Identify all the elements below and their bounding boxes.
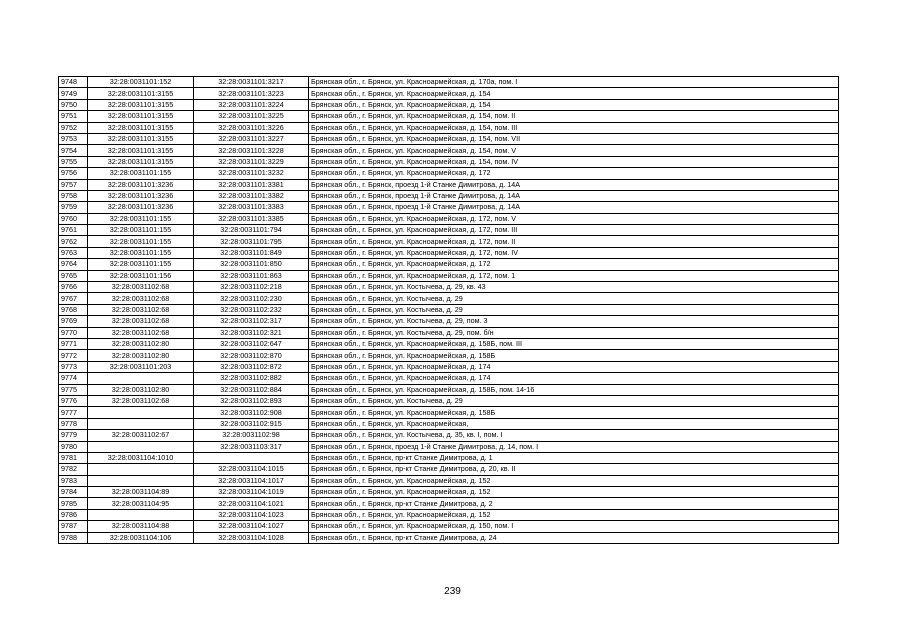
address-cell: Брянская обл., г. Брянск, ул. Красноармейская, д. 152 (309, 509, 839, 520)
row-number-cell: 9769 (59, 316, 88, 327)
parent-cadastral-cell: 32:28:0031101:3155 (88, 88, 194, 99)
cadastral-number-cell: 32:28:0031104:1017 (194, 475, 309, 486)
row-number-cell: 9778 (59, 418, 88, 429)
cadastral-number-cell: 32:28:0031102:98 (194, 430, 309, 441)
table-row (59, 225, 839, 236)
table-row (59, 77, 839, 88)
parent-cadastral-cell: 32:28:0031102:80 (88, 384, 194, 395)
parent-cadastral-cell: 32:28:0031101:3155 (88, 156, 194, 167)
row-number-cell: 9750 (59, 99, 88, 110)
parent-cadastral-cell: 32:28:0031101:3155 (88, 122, 194, 133)
cadastral-number-cell: 32:28:0031101:3225 (194, 111, 309, 122)
cadastral-number-cell: 32:28:0031101:3226 (194, 122, 309, 133)
address-cell: Брянская обл., г. Брянск, пр-кт Станке Димитрова, д. 20, кв. II (309, 464, 839, 475)
parent-cadastral-cell: 32:28:0031102:80 (88, 350, 194, 361)
table-row (59, 464, 839, 475)
parent-cadastral-cell: 32:28:0031102:67 (88, 430, 194, 441)
table-row (59, 202, 839, 213)
row-number-cell: 9749 (59, 88, 88, 99)
row-number-cell: 9756 (59, 168, 88, 179)
address-cell: Брянская обл., г. Брянск, ул. Красноармейская, д. 154, пом. III (309, 122, 839, 133)
row-number-cell: 9779 (59, 430, 88, 441)
parent-cadastral-cell: 32:28:0031104:1010 (88, 452, 194, 463)
table-row (59, 384, 839, 395)
address-cell: Брянская обл., г. Брянск, ул. Красноармейская, д. 154, пом. IV (309, 156, 839, 167)
parent-cadastral-cell: 32:28:0031101:155 (88, 247, 194, 258)
table-row (59, 179, 839, 190)
parent-cadastral-cell (88, 509, 194, 520)
row-number-cell: 9770 (59, 327, 88, 338)
parent-cadastral-cell: 32:28:0031102:68 (88, 327, 194, 338)
parent-cadastral-cell (88, 373, 194, 384)
address-cell: Брянская обл., г. Брянск, ул. Красноармейская, д. 154 (309, 88, 839, 99)
table-row (59, 475, 839, 486)
row-number-cell: 9777 (59, 407, 88, 418)
address-cell: Брянская обл., г. Брянск, ул. Красноармейская, д. 154, пом. VII (309, 133, 839, 144)
address-cell: Брянская обл., г. Брянск, ул. Красноармейская, д. 172, пом. V (309, 213, 839, 224)
address-cell: Брянская обл., г. Брянск, ул. Красноармейская, д. 154 (309, 99, 839, 110)
cadastral-number-cell (194, 452, 309, 463)
parent-cadastral-cell: 32:28:0031104:89 (88, 487, 194, 498)
cadastral-number-cell: 32:28:0031102:893 (194, 395, 309, 406)
address-cell: Брянская обл., г. Брянск, ул. Красноармейская, д. 150, пом. I (309, 521, 839, 532)
cadastral-number-cell: 32:28:0031102:870 (194, 350, 309, 361)
address-cell: Брянская обл., г. Брянск, проезд 1-й Станке Димитрова, д. 14А (309, 179, 839, 190)
cadastral-number-cell: 32:28:0031102:317 (194, 316, 309, 327)
row-number-cell: 9784 (59, 487, 88, 498)
cadastral-number-cell: 32:28:0031104:1015 (194, 464, 309, 475)
row-number-cell: 9781 (59, 452, 88, 463)
address-cell: Брянская обл., г. Брянск, ул. Костычева, д. 29, пом. 3 (309, 316, 839, 327)
table-row (59, 190, 839, 201)
address-cell: Брянская обл., г. Брянск, ул. Красноармейская, (309, 418, 839, 429)
cadastral-number-cell: 32:28:0031104:1021 (194, 498, 309, 509)
table-row (59, 259, 839, 270)
address-cell: Брянская обл., г. Брянск, ул. Красноармейская, д. 152 (309, 487, 839, 498)
cadastral-number-cell: 32:28:0031104:1019 (194, 487, 309, 498)
cadastral-number-cell: 32:28:0031102:884 (194, 384, 309, 395)
parent-cadastral-cell: 32:28:0031101:155 (88, 225, 194, 236)
parent-cadastral-cell (88, 464, 194, 475)
parent-cadastral-cell: 32:28:0031101:3155 (88, 145, 194, 156)
row-number-cell: 9763 (59, 247, 88, 258)
row-number-cell: 9780 (59, 441, 88, 452)
row-number-cell: 9767 (59, 293, 88, 304)
table-row (59, 487, 839, 498)
parent-cadastral-cell: 32:28:0031101:3155 (88, 99, 194, 110)
cadastral-number-cell: 32:28:0031101:3227 (194, 133, 309, 144)
cadastral-number-cell: 32:28:0031101:794 (194, 225, 309, 236)
row-number-cell: 9753 (59, 133, 88, 144)
parent-cadastral-cell: 32:28:0031101:155 (88, 259, 194, 270)
table-row (59, 156, 839, 167)
address-cell: Брянская обл., г. Брянск, ул. Красноармейская, д. 174 (309, 361, 839, 372)
cadastral-number-cell: 32:28:0031102:915 (194, 418, 309, 429)
table-row (59, 316, 839, 327)
parent-cadastral-cell: 32:28:0031101:3236 (88, 190, 194, 201)
row-number-cell: 9787 (59, 521, 88, 532)
address-cell: Брянская обл., г. Брянск, проезд 1-й Станке Димитрова, д. 14А (309, 202, 839, 213)
table-row (59, 532, 839, 543)
table-row (59, 338, 839, 349)
parent-cadastral-cell: 32:28:0031101:152 (88, 77, 194, 88)
cadastral-number-cell: 32:28:0031101:795 (194, 236, 309, 247)
address-cell: Брянская обл., г. Брянск, ул. Красноармейская, д. 172, пом. 1 (309, 270, 839, 281)
address-cell: Брянская обл., г. Брянск, ул. Костычева, д. 29 (309, 395, 839, 406)
parent-cadastral-cell (88, 418, 194, 429)
row-number-cell: 9785 (59, 498, 88, 509)
address-cell: Брянская обл., г. Брянск, ул. Красноармейская, д. 158Б, пом. 14-16 (309, 384, 839, 395)
address-cell: Брянская обл., г. Брянск, пр-кт Станке Димитрова, д. 2 (309, 498, 839, 509)
parent-cadastral-cell: 32:28:0031104:106 (88, 532, 194, 543)
table-row (59, 407, 839, 418)
cadastral-number-cell: 32:28:0031102:872 (194, 361, 309, 372)
table-row (59, 441, 839, 452)
address-cell: Брянская обл., г. Брянск, ул. Костычева, д. 35, кв. I, пом. I (309, 430, 839, 441)
table-row (59, 282, 839, 293)
row-number-cell: 9760 (59, 213, 88, 224)
parent-cadastral-cell: 32:28:0031102:80 (88, 338, 194, 349)
parent-cadastral-cell: 32:28:0031104:88 (88, 521, 194, 532)
address-cell: Брянская обл., г. Брянск, ул. Красноармейская, д. 170а, пом. I (309, 77, 839, 88)
table-row (59, 111, 839, 122)
cadastral-number-cell: 32:28:0031102:232 (194, 304, 309, 315)
address-cell: Брянская обл., г. Брянск, ул. Костычева, д. 29 (309, 304, 839, 315)
row-number-cell: 9774 (59, 373, 88, 384)
parent-cadastral-cell (88, 475, 194, 486)
cadastral-number-cell: 32:28:0031101:3381 (194, 179, 309, 190)
cadastral-number-cell: 32:28:0031101:3382 (194, 190, 309, 201)
parent-cadastral-cell (88, 407, 194, 418)
row-number-cell: 9786 (59, 509, 88, 520)
cadastral-number-cell: 32:28:0031104:1023 (194, 509, 309, 520)
row-number-cell: 9783 (59, 475, 88, 486)
address-cell: Брянская обл., г. Брянск, ул. Красноармейская, д. 154, пом. II (309, 111, 839, 122)
address-cell: Брянская обл., г. Брянск, проезд 1-й Станке Димитрова, д. 14, пом. I (309, 441, 839, 452)
parent-cadastral-cell: 32:28:0031101:3155 (88, 111, 194, 122)
table-row (59, 99, 839, 110)
parent-cadastral-cell: 32:28:0031101:3155 (88, 133, 194, 144)
cadastral-number-cell: 32:28:0031101:863 (194, 270, 309, 281)
parent-cadastral-cell: 32:28:0031102:68 (88, 395, 194, 406)
table-row (59, 418, 839, 429)
cadastral-number-cell: 32:28:0031101:3229 (194, 156, 309, 167)
row-number-cell: 9776 (59, 395, 88, 406)
table-row (59, 168, 839, 179)
table-row (59, 521, 839, 532)
row-number-cell: 9761 (59, 225, 88, 236)
parent-cadastral-cell: 32:28:0031101:203 (88, 361, 194, 372)
address-cell: Брянская обл., г. Брянск, ул. Красноармейская, д. 158Б, пом. III (309, 338, 839, 349)
row-number-cell: 9773 (59, 361, 88, 372)
table-row (59, 327, 839, 338)
table-row (59, 373, 839, 384)
cadastral-number-cell: 32:28:0031103:317 (194, 441, 309, 452)
parent-cadastral-cell: 32:28:0031102:68 (88, 316, 194, 327)
row-number-cell: 9766 (59, 282, 88, 293)
table-row (59, 133, 839, 144)
table-row (59, 247, 839, 258)
cadastral-number-cell: 32:28:0031102:321 (194, 327, 309, 338)
cadastral-number-cell: 32:28:0031102:908 (194, 407, 309, 418)
parent-cadastral-cell (88, 441, 194, 452)
registry-table-body (59, 77, 839, 544)
parent-cadastral-cell: 32:28:0031101:3236 (88, 202, 194, 213)
table-row (59, 293, 839, 304)
row-number-cell: 9765 (59, 270, 88, 281)
row-number-cell: 9748 (59, 77, 88, 88)
cadastral-number-cell: 32:28:0031101:850 (194, 259, 309, 270)
table-row (59, 145, 839, 156)
cadastral-number-cell: 32:28:0031101:3223 (194, 88, 309, 99)
parent-cadastral-cell: 32:28:0031101:155 (88, 213, 194, 224)
page-number: 239 (444, 586, 461, 597)
parent-cadastral-cell: 32:28:0031102:68 (88, 293, 194, 304)
address-cell: Брянская обл., г. Брянск, ул. Красноармейская, д. 172 (309, 259, 839, 270)
address-cell: Брянская обл., г. Брянск, проезд 1-й Станке Димитрова, д. 14А (309, 190, 839, 201)
parent-cadastral-cell: 32:28:0031101:3236 (88, 179, 194, 190)
row-number-cell: 9751 (59, 111, 88, 122)
cadastral-number-cell: 32:28:0031101:3232 (194, 168, 309, 179)
parent-cadastral-cell: 32:28:0031101:156 (88, 270, 194, 281)
row-number-cell: 9762 (59, 236, 88, 247)
address-cell: Брянская обл., г. Брянск, пр-кт Станке Димитрова, д. 1 (309, 452, 839, 463)
table-row (59, 509, 839, 520)
parent-cadastral-cell: 32:28:0031102:68 (88, 282, 194, 293)
address-cell: Брянская обл., г. Брянск, ул. Красноармейская, д. 154, пом. V (309, 145, 839, 156)
address-cell: Брянская обл., г. Брянск, ул. Красноармейская, д. 152 (309, 475, 839, 486)
table-row (59, 122, 839, 133)
address-cell: Брянская обл., г. Брянск, ул. Костычева, д. 29 (309, 293, 839, 304)
address-cell: Брянская обл., г. Брянск, пр-кт Станке Димитрова, д. 24 (309, 532, 839, 543)
address-cell: Брянская обл., г. Брянск, ул. Красноармейская, д. 172, пом. II (309, 236, 839, 247)
table-row (59, 88, 839, 99)
cadastral-number-cell: 32:28:0031104:1027 (194, 521, 309, 532)
row-number-cell: 9757 (59, 179, 88, 190)
row-number-cell: 9771 (59, 338, 88, 349)
cadastral-number-cell: 32:28:0031102:647 (194, 338, 309, 349)
row-number-cell: 9782 (59, 464, 88, 475)
row-number-cell: 9772 (59, 350, 88, 361)
cadastral-number-cell: 32:28:0031104:1028 (194, 532, 309, 543)
cadastral-number-cell: 32:28:0031102:230 (194, 293, 309, 304)
table-row (59, 430, 839, 441)
parent-cadastral-cell: 32:28:0031101:155 (88, 236, 194, 247)
registry-table (58, 76, 839, 544)
address-cell: Брянская обл., г. Брянск, ул. Красноармейская, д. 174 (309, 373, 839, 384)
row-number-cell: 9764 (59, 259, 88, 270)
parent-cadastral-cell: 32:28:0031101:155 (88, 168, 194, 179)
parent-cadastral-cell: 32:28:0031104:95 (88, 498, 194, 509)
address-cell: Брянская обл., г. Брянск, ул. Костычева, д. 29, кв. 43 (309, 282, 839, 293)
row-number-cell: 9759 (59, 202, 88, 213)
address-cell: Брянская обл., г. Брянск, ул. Красноармейская, д. 172, пом. IV (309, 247, 839, 258)
cadastral-number-cell: 32:28:0031101:3228 (194, 145, 309, 156)
address-cell: Брянская обл., г. Брянск, ул. Красноармейская, д. 172, пом. III (309, 225, 839, 236)
row-number-cell: 9775 (59, 384, 88, 395)
row-number-cell: 9758 (59, 190, 88, 201)
row-number-cell: 9752 (59, 122, 88, 133)
row-number-cell: 9768 (59, 304, 88, 315)
row-number-cell: 9754 (59, 145, 88, 156)
row-number-cell: 9755 (59, 156, 88, 167)
address-cell: Брянская обл., г. Брянск, ул. Красноармейская, д. 158Б (309, 407, 839, 418)
table-row (59, 213, 839, 224)
cadastral-number-cell: 32:28:0031101:3385 (194, 213, 309, 224)
cadastral-number-cell: 32:28:0031102:218 (194, 282, 309, 293)
cadastral-number-cell: 32:28:0031101:849 (194, 247, 309, 258)
table-row (59, 452, 839, 463)
cadastral-number-cell: 32:28:0031101:3217 (194, 77, 309, 88)
cadastral-number-cell: 32:28:0031101:3383 (194, 202, 309, 213)
table-row (59, 361, 839, 372)
table-row (59, 395, 839, 406)
parent-cadastral-cell: 32:28:0031102:68 (88, 304, 194, 315)
row-number-cell: 9788 (59, 532, 88, 543)
table-row (59, 304, 839, 315)
address-cell: Брянская обл., г. Брянск, ул. Красноармейская, д. 158Б (309, 350, 839, 361)
table-row (59, 270, 839, 281)
table-row (59, 350, 839, 361)
cadastral-number-cell: 32:28:0031101:3224 (194, 99, 309, 110)
cadastral-number-cell: 32:28:0031102:882 (194, 373, 309, 384)
address-cell: Брянская обл., г. Брянск, ул. Красноармейская, д. 172 (309, 168, 839, 179)
table-row (59, 498, 839, 509)
table-row (59, 236, 839, 247)
address-cell: Брянская обл., г. Брянск, ул. Костычева, д. 29, пом. б/н (309, 327, 839, 338)
